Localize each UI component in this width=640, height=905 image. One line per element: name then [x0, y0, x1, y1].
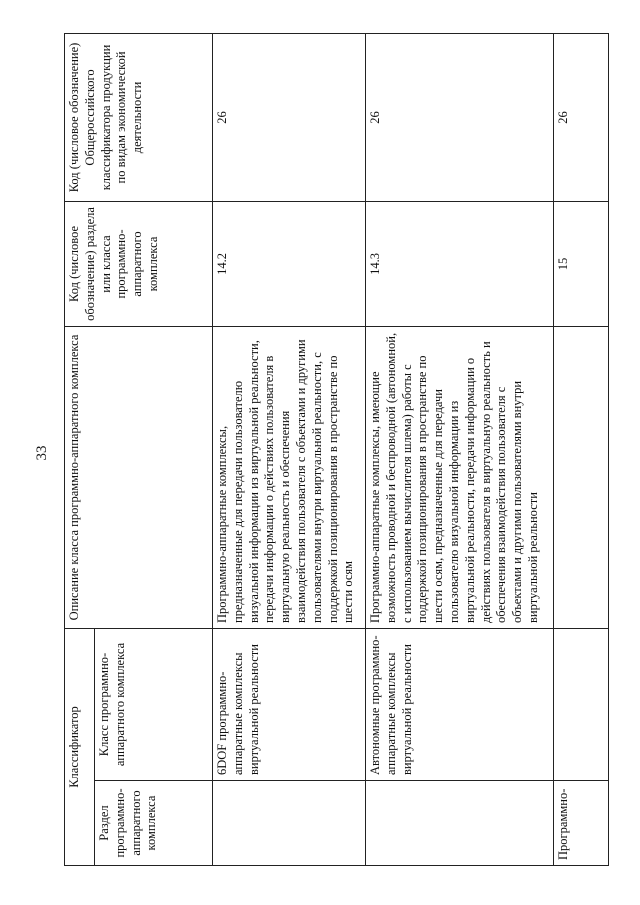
cell-class: Автономные программно-аппаратные комплексы виртуальной реальности [366, 628, 554, 780]
table-row [554, 33, 609, 865]
header-code: Код (числовое обозначение) раздела или класса программно-аппаратного комплекса [65, 201, 213, 326]
cell-okved: 26 [554, 33, 609, 201]
cell-section: Программно- [554, 781, 609, 866]
cell-code: 15 [554, 201, 609, 326]
table-row [213, 33, 366, 865]
header-description: Описание класса программно-аппаратного комплекса [65, 326, 213, 628]
cell-code: 14.3 [366, 201, 554, 326]
page-number: 33 [34, 445, 50, 461]
header-okved: Код (числовое обозначение) Общероссийского классификатора продукции по видам экономической деятельности [65, 33, 213, 201]
cell-code: 14.2 [213, 201, 366, 326]
cell-description [554, 326, 609, 628]
cell-section [366, 781, 554, 866]
cell-okved: 26 [213, 33, 366, 201]
header-row-top [65, 33, 95, 865]
cell-section [213, 781, 366, 866]
header-section: Раздел программно-аппаратного комплекса [95, 781, 213, 866]
header-class: Класс программно-аппаратного комплекса [95, 628, 213, 780]
cell-description: Программно-аппаратные комплексы, предназначенные для передачи пользователю визуальной информации из виртуальной реальности, передачи информации о действиях пользователя в виртуальную реальность и обеспечения взаимодействия пользователя с объектами и другими пользователями внутри виртуальной реальности, с поддержкой позиционирования в пространстве по шести осям [213, 326, 366, 628]
cell-class [554, 628, 609, 780]
cell-class: 6DOF программно-аппаратные комплексы виртуальной реальности [213, 628, 366, 780]
table-row [366, 33, 554, 865]
header-classifier: Классификатор [65, 628, 95, 865]
classifier-table [64, 33, 609, 866]
classifier-table-container [64, 34, 608, 866]
cell-description: Программно-аппаратные комплексы, имеющие возможность проводной и беспроводной (автономной, с использованием вычислителя шлема) работы с поддержкой позиционирования в пространстве по шести осям, предназначенные для передачи пользователю визуальной информации из виртуальной реальности, передачи информации о действиях пользователя в виртуальную реальность и обеспечения взаимодействия пользователя с объектами и другими пользователями внутри виртуальной реальности [366, 326, 554, 628]
cell-okved: 26 [366, 33, 554, 201]
